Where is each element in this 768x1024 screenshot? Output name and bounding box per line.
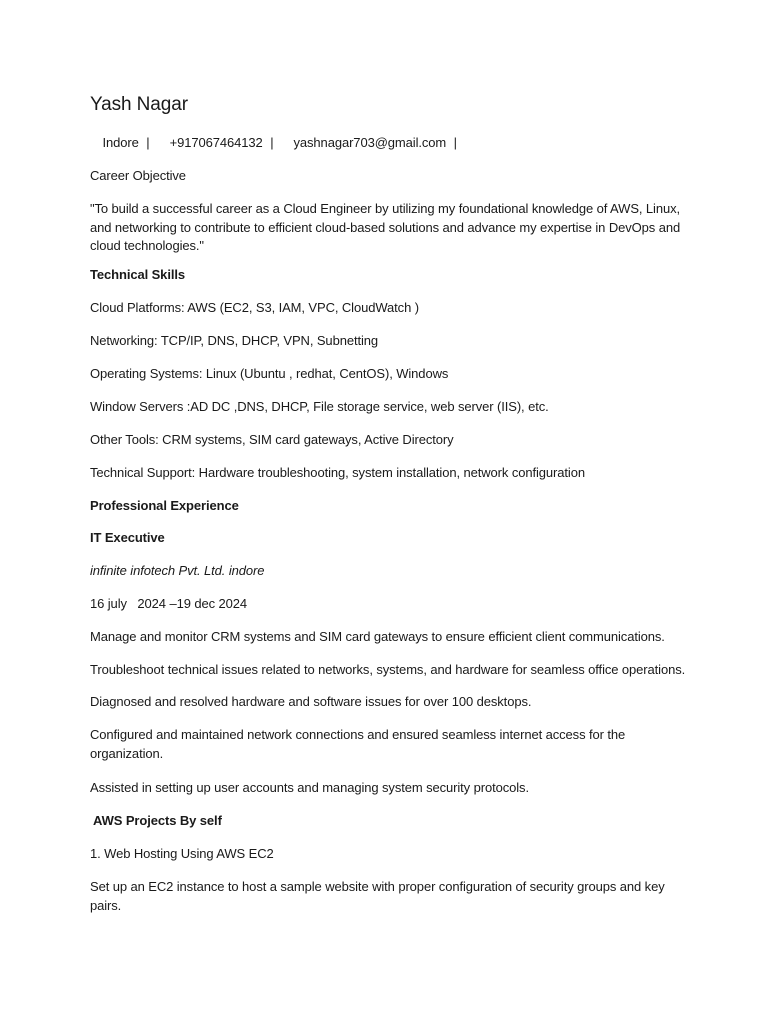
contact-separator: | <box>453 135 457 150</box>
objective-heading: Career Objective <box>90 168 186 183</box>
skill-item: Networking: TCP/IP, DNS, DHCP, VPN, Subnetting <box>90 333 379 348</box>
skill-item: Other Tools: CRM systems, SIM card gateways, Active Directory <box>90 432 454 447</box>
job-company: infinite infotech Pvt. Ltd. indore <box>90 563 265 578</box>
contact-line <box>90 134 473 152</box>
job-bullet: Configured and maintained network connections and ensured seamless internet access for the organization. <box>90 727 626 761</box>
job-bullet: Manage and monitor CRM systems and SIM card gateways to ensure efficient client communications. <box>90 629 665 644</box>
contact-separator: | <box>270 135 274 150</box>
skill-item: Cloud Platforms: AWS (EC2, S3, IAM, VPC, CloudWatch ) <box>90 300 419 315</box>
job-role: IT Executive <box>90 530 165 545</box>
candidate-name: Yash Nagar <box>90 94 188 115</box>
objective-text: "To build a successful career as a Cloud Engineer by utilizing my foundational knowledge of AWS, Linux, and networking to contribute to efficient cloud-based solutions and advance my expertise in DevOps and cloud technologies." <box>90 201 681 253</box>
job-bullet: Diagnosed and resolved hardware and software issues for over 100 desktops. <box>90 694 532 709</box>
contact-email[interactable]: yashnagar703@gmail.com <box>293 135 447 150</box>
contact-location: Indore <box>102 135 139 150</box>
projects-heading: AWS Projects By self <box>90 813 222 828</box>
skills-heading: Technical Skills <box>90 267 185 282</box>
project-title: 1. Web Hosting Using AWS EC2 <box>90 846 274 861</box>
skill-item: Operating Systems: Linux (Ubuntu , redhat, CentOS), Windows <box>90 366 449 381</box>
contact-phone: +917067464132 <box>169 135 263 150</box>
contact-separator: | <box>146 135 150 150</box>
job-bullet: Assisted in setting up user accounts and managing system security protocols. <box>90 780 529 795</box>
skill-item: Technical Support: Hardware troubleshooting, system installation, network configuration <box>90 465 585 480</box>
experience-heading: Professional Experience <box>90 498 239 513</box>
project-description: Set up an EC2 instance to host a sample website with proper configuration of security groups and key pairs. <box>90 879 665 913</box>
job-bullet: Troubleshoot technical issues related to networks, systems, and hardware for seamless office operations. <box>90 662 686 677</box>
job-dates: 16 july 2024 –19 dec 2024 <box>90 596 248 611</box>
skill-item: Window Servers :AD DC ,DNS, DHCP, File storage service, web server (IIS), etc. <box>90 399 549 414</box>
